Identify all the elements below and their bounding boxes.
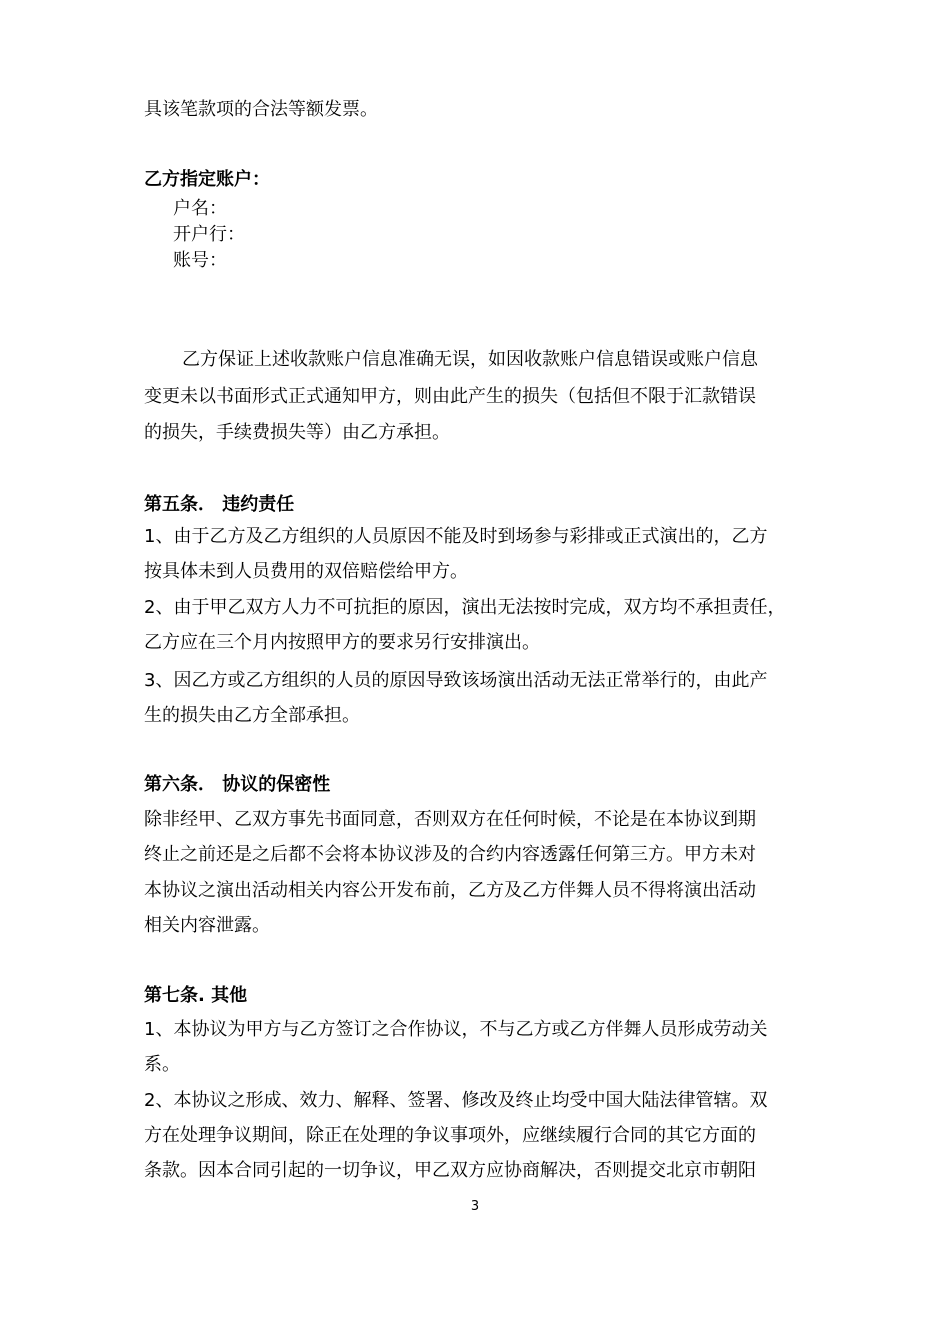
article5-heading: 第五条． 违约责任 bbox=[144, 494, 295, 515]
article5-line: 乙方应在三个月内按照甲方的要求另行安排演出。 bbox=[144, 632, 540, 653]
guarantee-line: 乙方保证上述收款账户信息准确无误，如因收款账户信息错误或账户信息 bbox=[182, 349, 758, 370]
continuation-line: 具该笔款项的合法等额发票。 bbox=[144, 99, 378, 120]
account-number-label: 账号： bbox=[173, 250, 227, 271]
account-name-label: 户名： bbox=[173, 198, 227, 219]
article6-line: 本协议之演出活动相关内容公开发布前，乙方及乙方伴舞人员不得将演出活动 bbox=[144, 880, 756, 901]
article6-line: 除非经甲、乙双方事先书面同意，否则双方在任何时候，不论是在本协议到期 bbox=[144, 809, 756, 830]
article6-line: 相关内容泄露。 bbox=[144, 915, 270, 936]
article5-line: 2、由于甲乙双方人力不可抗拒的原因，演出无法按时完成，双方均不承担责任， bbox=[144, 597, 786, 618]
article7-line: 2、本协议之形成、效力、解释、签署、修改及终止均受中国大陆法律管辖。双 bbox=[144, 1090, 768, 1111]
guarantee-line: 变更未以书面形式正式通知甲方，则由此产生的损失（包括但不限于汇款错误 bbox=[144, 386, 756, 407]
article6-heading: 第六条． 协议的保密性 bbox=[144, 774, 331, 795]
guarantee-line: 的损失，手续费损失等）由乙方承担。 bbox=[144, 422, 450, 443]
article7-heading: 第七条. 其他 bbox=[144, 985, 248, 1006]
article5-line: 1、由于乙方及乙方组织的人员原因不能及时到场参与彩排或正式演出的，乙方 bbox=[144, 526, 768, 547]
article7-line: 系。 bbox=[144, 1054, 180, 1075]
article7-line: 方在处理争议期间，除正在处理的争议事项外，应继续履行合同的其它方面的 bbox=[144, 1125, 756, 1146]
page-number: 3 bbox=[470, 1199, 480, 1214]
article5-line: 生的损失由乙方全部承担。 bbox=[144, 705, 360, 726]
account-bank-label: 开户行： bbox=[173, 224, 245, 245]
article7-line: 1、本协议为甲方与乙方签订之合作协议，不与乙方或乙方伴舞人员形成劳动关 bbox=[144, 1019, 768, 1040]
article5-line: 按具体未到人员费用的双倍赔偿给甲方。 bbox=[144, 561, 468, 582]
article6-line: 终止之前还是之后都不会将本协议涉及的合约内容透露任何第三方。甲方未对 bbox=[144, 844, 756, 865]
article7-line: 条款。因本合同引起的一切争议，甲乙双方应协商解决，否则提交北京市朝阳 bbox=[144, 1160, 756, 1181]
article5-line: 3、因乙方或乙方组织的人员的原因导致该场演出活动无法正常举行的，由此产 bbox=[144, 670, 768, 691]
account-heading: 乙方指定账户： bbox=[144, 169, 270, 190]
